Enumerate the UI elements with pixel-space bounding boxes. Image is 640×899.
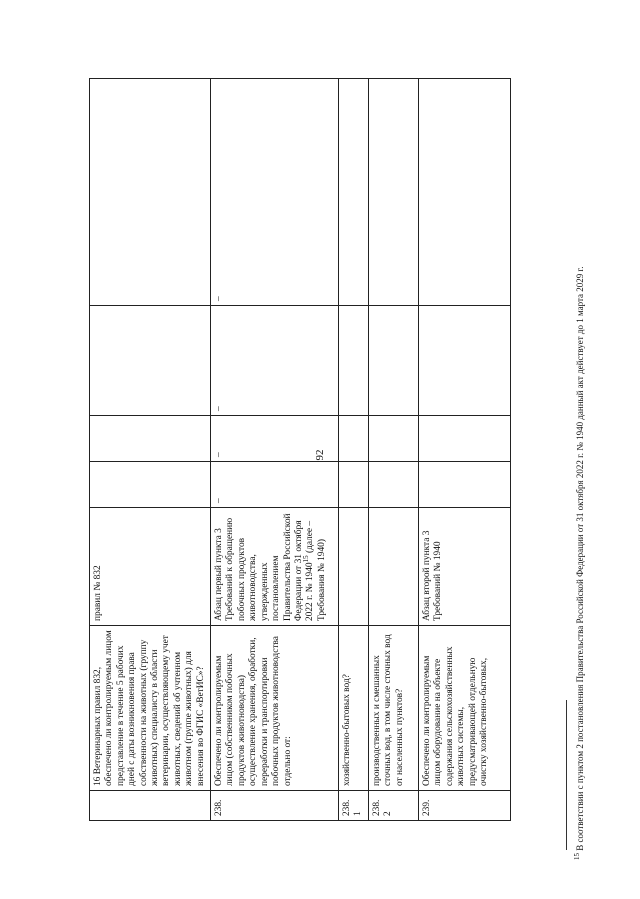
row-col-na bbox=[339, 306, 369, 416]
table-row bbox=[368, 79, 418, 821]
row-question: Обеспечено ли контролируемым лицом (собственником побочных продуктов животноводства) осуществление хранения, обработки, переработки и транспортировки побочных продуктов животноводства отдельно от: bbox=[211, 626, 339, 791]
row-col-yes bbox=[418, 462, 510, 508]
row-col-note bbox=[339, 79, 369, 306]
footnote-ref: 15 bbox=[302, 555, 311, 563]
footnote bbox=[575, 0, 586, 860]
row-col-no bbox=[339, 416, 369, 462]
row-basis bbox=[368, 508, 418, 626]
rotated-table-wrapper bbox=[89, 79, 549, 821]
row-col-yes: – bbox=[211, 462, 339, 508]
row-question: 16 Ветеринарных правил 832, обеспечено ли контролируемым лицом представление в течение 5 рабочих дней с даты возникновения права собственности на животных (группу животных) специалисту в области ветеринарии, осуществляющему учет животных, сведений об учтенном животном (группе животных) для внесения во ФГИС «ВетИС»? bbox=[90, 626, 211, 791]
row-col-na: – bbox=[211, 306, 339, 416]
row-col-na bbox=[368, 306, 418, 416]
footnote-text: В соответствии с пунктом 2 постановления Правительства Российской Федерации от 31 октября 2022 г. № 1940 данный акт действует до 1 марта 2029 г. bbox=[575, 266, 585, 853]
row-col-yes bbox=[339, 462, 369, 508]
row-col-note: – bbox=[211, 79, 339, 306]
footnote-divider bbox=[566, 700, 567, 850]
row-number: 238. bbox=[211, 791, 339, 821]
row-basis: Абзац второй пункта 3 Требований № 1940 bbox=[418, 508, 510, 626]
row-question: Обеспечено ли контролируемым лицом оборудование на объекте содержания сельскохозяйственных животных системы, предусматривающей отдельную очистку хозяйственно-бытовых, bbox=[418, 626, 510, 791]
row-col-note bbox=[368, 79, 418, 306]
row-col-na bbox=[418, 306, 510, 416]
page-number: 92 bbox=[314, 449, 326, 461]
row-col-yes bbox=[90, 462, 211, 508]
row-number bbox=[90, 791, 211, 821]
basis-text: Абзац первый пункта 3 Требований к обращению побочных продуктов животноводства, утвержденных постановлением Правительства Российской Федерации от 31 октября 2022 г. № 1940 bbox=[214, 513, 316, 621]
basis-tail: (далее – Требования № 1940) bbox=[305, 520, 327, 621]
row-question: производственных и смешанных сточных вод, в том числе сточных вод от населенных пунктов? bbox=[368, 626, 418, 791]
footnote-marker: 15 bbox=[573, 853, 581, 860]
row-col-no bbox=[368, 416, 418, 462]
row-basis: правил № 832 bbox=[90, 508, 211, 626]
table-body bbox=[90, 79, 511, 821]
row-col-note bbox=[418, 79, 510, 306]
row-question: хозяйственно-бытовых вод? bbox=[339, 626, 369, 791]
row-col-yes bbox=[368, 462, 418, 508]
row-number: 239. bbox=[418, 791, 510, 821]
row-basis bbox=[339, 508, 369, 626]
row-col-na bbox=[90, 306, 211, 416]
row-col-no bbox=[90, 416, 211, 462]
table-row bbox=[211, 79, 339, 821]
requirements-table bbox=[89, 78, 511, 821]
row-basis bbox=[211, 508, 339, 626]
row-number: 238.2 bbox=[368, 791, 418, 821]
row-col-no: – bbox=[211, 416, 339, 462]
table-row bbox=[418, 79, 510, 821]
row-col-note bbox=[90, 79, 211, 306]
row-col-no bbox=[418, 416, 510, 462]
table-row bbox=[90, 79, 211, 821]
row-number: 238.1 bbox=[339, 791, 369, 821]
table-row bbox=[339, 79, 369, 821]
